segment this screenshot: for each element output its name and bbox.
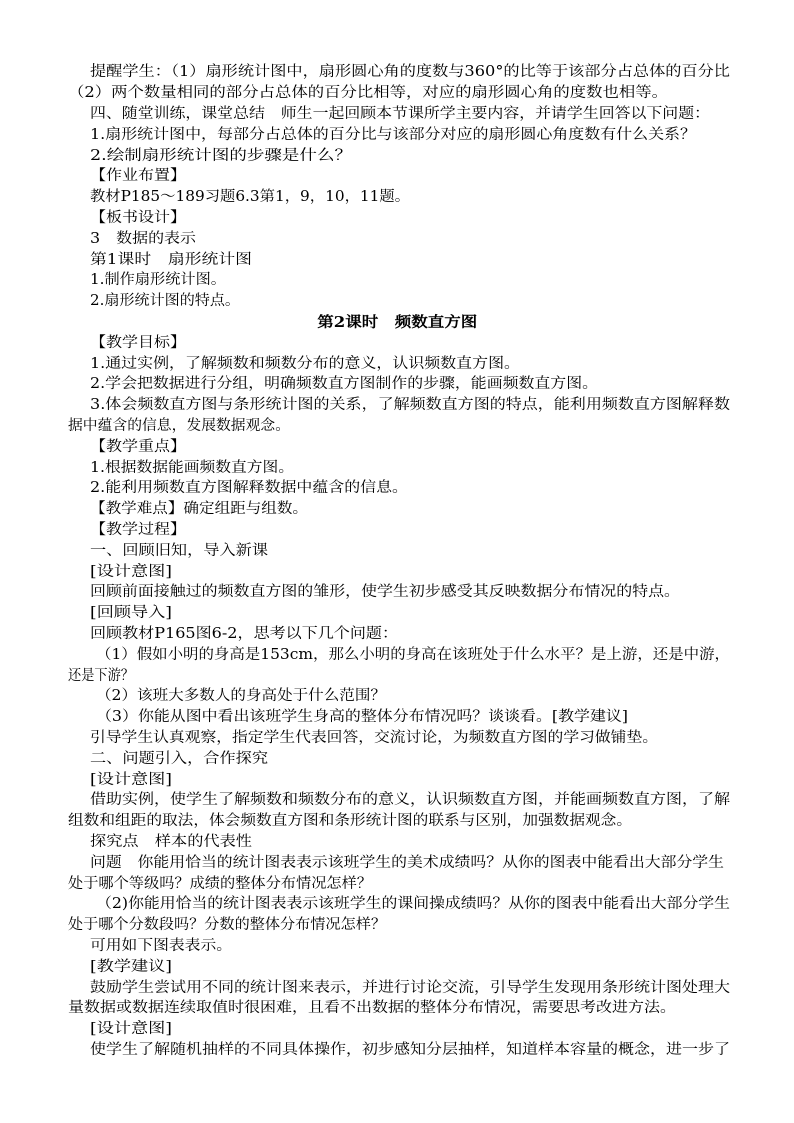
text-line bbox=[0, 62, 794, 83]
text-line bbox=[0, 166, 794, 187]
text-line-content: 量数据或数据连续取值时很困难，且看不出数据的整体分布情况，需要思考改进方法。 bbox=[68, 1000, 676, 1016]
text-line bbox=[0, 250, 794, 271]
text-line-content: （3）你能从图中看出该班学生身高的整体分布情况吗？谈谈看。[教学建议] bbox=[96, 709, 628, 725]
text-line bbox=[0, 790, 794, 811]
text-line-content: 引导学生认真观察，指定学生代表回答，交流讨论，为频数直方图的学习做铺垫。 bbox=[90, 730, 658, 746]
text-line-content: [回顾导入] bbox=[90, 605, 172, 621]
text-line-content: 1.根据数据能画频数直方图。 bbox=[90, 460, 294, 476]
text-line-content: 第1课时 扇形统计图 bbox=[90, 252, 252, 268]
text-line-content: 二、问题引入，合作探究 bbox=[90, 751, 268, 767]
text-line bbox=[0, 728, 794, 749]
text-line-content: 【教学目标】 bbox=[90, 335, 186, 351]
text-line bbox=[0, 291, 794, 312]
text-line bbox=[0, 333, 794, 354]
text-line bbox=[0, 374, 794, 395]
text-line-content: 鼓励学生尝试用不同的统计图来表示，并进行讨论交流，引导学生发现用条形统计图处理大 bbox=[90, 980, 730, 996]
text-line-content: 2.绘制扇形统计图的步骤是什么？ bbox=[90, 148, 352, 164]
text-line bbox=[0, 666, 794, 687]
text-line-content: 探究点 样本的代表性 bbox=[90, 834, 252, 850]
text-line-content: （2）两个数量相同的部分占总体的百分比相等，对应的扇形圆心角的度数也相等。 bbox=[68, 85, 668, 101]
text-line bbox=[0, 458, 794, 479]
text-line-content: 【板书设计】 bbox=[90, 210, 186, 226]
text-line bbox=[0, 104, 794, 125]
text-line bbox=[0, 770, 794, 791]
text-line-content: [教学建议] bbox=[90, 959, 172, 975]
text-line bbox=[0, 998, 794, 1019]
text-line bbox=[0, 146, 794, 167]
text-line-content: 2.能利用频数直方图解释数据中蕴含的信息。 bbox=[90, 480, 408, 496]
text-line-content: （1）假如小明的身高是153cm，那么小明的身高在该班处于什么水平？是上游，还是中游， bbox=[96, 647, 730, 663]
text-line bbox=[0, 520, 794, 541]
text-line bbox=[0, 437, 794, 458]
text-line bbox=[0, 686, 794, 707]
text-line-content: 2.扇形统计图的特点。 bbox=[90, 293, 240, 309]
text-line-content: 【教学过程】 bbox=[90, 522, 186, 538]
text-line bbox=[0, 894, 794, 915]
text-line bbox=[0, 562, 794, 583]
text-line-content: 教材P185～189习题6.3第1，9，10，11题。 bbox=[90, 189, 410, 205]
text-line-content: 可用如下图表表示。 bbox=[90, 938, 232, 954]
text-line-content: 四、随堂训练，课堂总结 师生一起回顾本节课所学主要内容，并请学生回答以下问题： bbox=[90, 106, 710, 122]
text-line bbox=[0, 208, 794, 229]
text-line bbox=[0, 270, 794, 291]
text-line-content: 据中蕴含的信息，发展数据观念。 bbox=[68, 418, 290, 434]
text-line-content: 【教学难点】确定组距与组数。 bbox=[90, 501, 308, 517]
text-line bbox=[0, 354, 794, 375]
text-line bbox=[0, 229, 794, 250]
text-line-content: 第2课时 频数直方图 bbox=[317, 314, 477, 331]
text-line bbox=[0, 978, 794, 999]
text-line bbox=[0, 832, 794, 853]
text-line-content: 还是下游？ bbox=[68, 668, 134, 684]
text-line-content: 3 数据的表示 bbox=[90, 231, 196, 247]
text-line-content: （2）该班大多数人的身高处于什么范围？ bbox=[96, 688, 386, 704]
text-line bbox=[0, 541, 794, 562]
text-line-content: 1.扇形统计图中，每部分占总体的百分比与该部分对应的扇形圆心角度数有什么关系？ bbox=[90, 127, 696, 143]
text-line bbox=[0, 624, 794, 645]
text-line bbox=[0, 936, 794, 957]
text-line-content: 使学生了解随机抽样的不同具体操作，初步感知分层抽样，知道样本容量的概念，进一步了 bbox=[90, 1042, 730, 1058]
text-line-content: 3.体会频数直方图与条形统计图的关系，了解频数直方图的特点，能利用频数直方图解释数 bbox=[90, 397, 730, 413]
text-line-content: 问题 你能用恰当的统计图表表示该班学生的美术成绩吗？从你的图表中能看出大部分学生 bbox=[90, 855, 724, 871]
text-line bbox=[0, 853, 794, 874]
text-line-content: （2)你能用恰当的统计图表表示该班学生的课间操成绩吗？从你的图表中能看出大部分学生 bbox=[96, 896, 730, 912]
text-line bbox=[0, 478, 794, 499]
text-line-content: 组数和组距的取法，体会频数直方图和条形统计图的联系与区别，加强数据观念。 bbox=[68, 813, 632, 829]
section-heading bbox=[0, 312, 794, 333]
text-line bbox=[0, 582, 794, 603]
text-line bbox=[0, 1040, 794, 1061]
text-line bbox=[0, 874, 794, 895]
text-line-content: 【教学重点】 bbox=[90, 439, 186, 455]
text-line bbox=[0, 395, 794, 416]
text-line-content: 一、回顾旧知，导入新课 bbox=[90, 543, 268, 559]
text-line-content: [设计意图] bbox=[90, 564, 172, 580]
text-line-content: 2.学会把数据进行分组，明确频数直方图制作的步骤，能画频数直方图。 bbox=[90, 376, 598, 392]
text-line-content: 提醒学生：（1）扇形统计图中，扇形圆心角的度数与360°的比等于该部分占总体的百分比 bbox=[90, 64, 730, 80]
text-line bbox=[0, 1019, 794, 1040]
text-line bbox=[0, 957, 794, 978]
text-line-content: 1.通过实例，了解频数和频数分布的意义，认识频数直方图。 bbox=[90, 356, 520, 372]
text-line-content: 【作业布置】 bbox=[90, 168, 186, 184]
text-line bbox=[0, 749, 794, 770]
text-line-content: 借助实例，使学生了解频数和频数分布的意义，认识频数直方图，并能画频数直方图，了解 bbox=[90, 792, 730, 808]
text-line-content: 1.制作扇形统计图。 bbox=[90, 272, 226, 288]
text-line-content: 回顾前面接触过的频数直方图的雏形，使学生初步感受其反映数据分布情况的特点。 bbox=[90, 584, 680, 600]
text-line bbox=[0, 187, 794, 208]
text-line bbox=[0, 707, 794, 728]
text-line bbox=[0, 125, 794, 146]
text-line bbox=[0, 811, 794, 832]
text-line-content: [设计意图] bbox=[90, 772, 172, 788]
text-line-content: 处于哪个等级吗？成绩的整体分布情况怎样？ bbox=[68, 876, 372, 892]
text-line-content: 处于哪个分数段吗？分数的整体分布情况怎样？ bbox=[68, 917, 386, 933]
text-line bbox=[0, 915, 794, 936]
text-line bbox=[0, 416, 794, 437]
text-line bbox=[0, 645, 794, 666]
text-line-content: 回顾教材P165图6-2，思考以下几个问题： bbox=[90, 626, 398, 642]
text-line bbox=[0, 83, 794, 104]
text-line-content: [设计意图] bbox=[90, 1021, 172, 1037]
text-line bbox=[0, 499, 794, 520]
text-line bbox=[0, 603, 794, 624]
